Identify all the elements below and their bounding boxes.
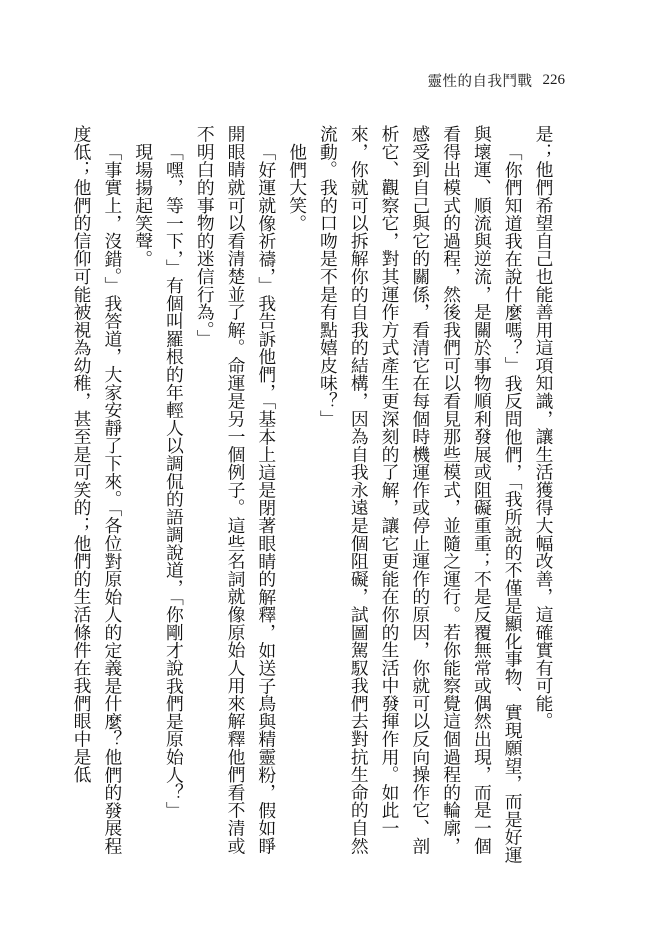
paragraph-text: 「你們知道我在說什麼嗎？」我反問他們，「我所說的不僅是顯化事物、實現願望，而是好運與壞運、順流與逆流，是關於事物順利發展或阻礙重重；不是反覆無常或偶然出現，而是一個看得出模式的過程，然後我們可以看見那些模式，並隨之運行。若你能察覺這個過程的輪廓，感受到自己與它的關係，看清它在每個時機運作或停止運作的原因，你就可以反向操作它、剖析它、觀察它，對其運作方式產生更深刻的了解，讓它更能在你的生活中發揮作用。如此一來，你就可以拆解你的自我的結構，因為自我永遠是個阻礙，試圖駕馭我們去對抗生命的自然流動。我的口吻是不是有點嬉皮味？」 — [317, 125, 524, 864]
paragraph-text: 「事實上，沒錯。」我答道，大家安靜了下來。「各位對原始人的定義是什麼？他們的發展程度低；他們的信仰可能被視為幼稚，甚至是可笑的；他們的生活條件在我們眼中是低 — [71, 125, 123, 855]
paragraph-text: 「嘿，等一下，」有個叫羅根的年輕人以調侃的語調說道，「你剛才說我們是原始人？」 — [163, 142, 185, 819]
paragraph-5 — [158, 125, 189, 867]
paragraph-text: 他們大笑。 — [286, 142, 308, 232]
paragraph-1 — [527, 125, 558, 867]
paragraph-text: 是；他們希望自己也能善用這項知識，讓生活獲得大幅改善，這確實有可能。 — [533, 125, 554, 730]
page-number: 226 — [542, 71, 565, 88]
paragraph-4 — [188, 125, 280, 867]
paragraph-text: 現場揚起笑聲。 — [132, 142, 154, 268]
vertical-text-body — [71, 125, 558, 867]
paragraph-6 — [127, 125, 158, 867]
running-header — [428, 68, 566, 92]
paragraph-text: 「好運就像祈禱，」我告訴他們，「基本上這是閉著眼睛的解釋，如送子鳥與精靈粉，假如睜開眼睛就可以看清楚並了解。命運是另一個例子。這些名詞就像原始人用來解釋他們看不清或不明白的事物的迷信行為。」 — [194, 125, 277, 855]
paragraph-2 — [312, 125, 528, 867]
paragraph-7 — [65, 125, 127, 867]
book-title: 靈性的自我鬥戰 — [427, 73, 533, 90]
paragraph-3 — [281, 125, 312, 867]
